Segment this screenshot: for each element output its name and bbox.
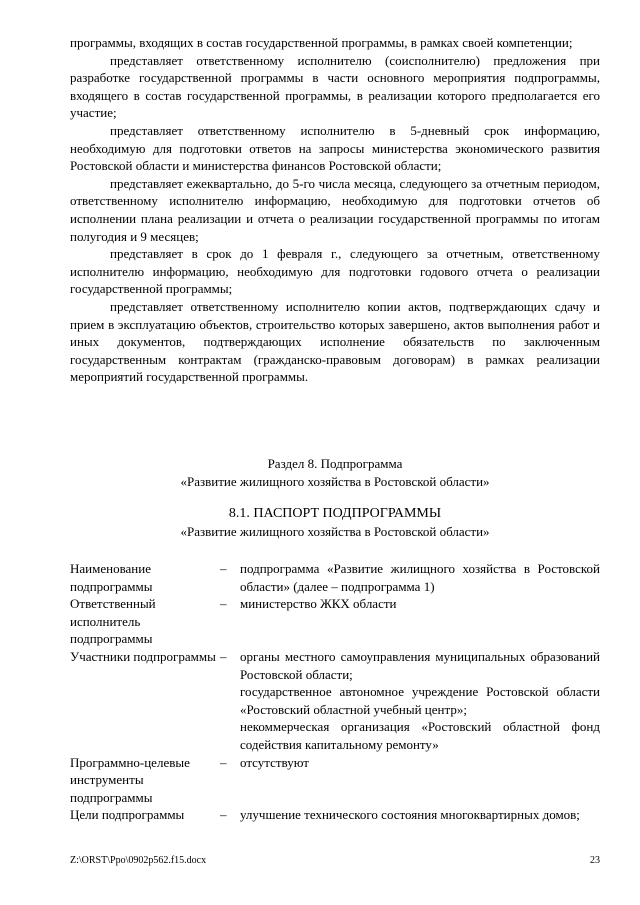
paragraph: программы, входящих в состав государственной программы, в рамках своей компетенции; [70, 35, 573, 50]
passport-value-line: органы местного самоуправления муниципальных образований Ростовской области; [240, 648, 600, 682]
passport-row [70, 560, 600, 595]
paragraph: представляет ответственному исполнителю копии актов, подтверждающих сдачу и прием в эксплуатацию объектов, строительство которых завершено, актов выполнения работ и иных документов, подтверждающих исполнение обязательств по заключенным государственным контрактам (гражданско-правовым договорам) в рамках реализации мероприятий государственной программы. [70, 298, 600, 385]
body-text [70, 34, 600, 386]
passport-dash: – [220, 807, 227, 823]
passport-value-line: подпрограмма «Развитие жилищного хозяйства в Ростовской области» (далее – подпрограмма 1) [240, 561, 600, 594]
passport-label: Цели подпрограммы [70, 807, 185, 823]
section-title-line2: «Развитие жилищного хозяйства в Ростовской области» [180, 473, 490, 489]
passport-value [240, 754, 600, 772]
passport-label: Ответственный исполнитель подпрограммы [70, 596, 156, 647]
footer-file-path: Z:\ORST\Ppo\0902p562.f15.docx [70, 855, 207, 866]
passport-row [70, 806, 600, 824]
passport-value-line: министерство ЖКХ области [240, 596, 397, 612]
passport-value-line: отсутствуют [240, 754, 309, 770]
paragraph: представляет в срок до 1 февраля г., следующего за отчетным, ответственному исполнителю информацию, необходимую для подготовки годового отчета о реализации государственной программы; [70, 246, 600, 297]
passport-value [240, 595, 600, 613]
passport-dash: – [220, 561, 227, 576]
passport-title: 8.1. ПАСПОРТ ПОДПРОГРАММЫ [228, 506, 442, 521]
passport-dash: – [220, 648, 227, 664]
passport-subtitle: «Развитие жилищного хозяйства в Ростовской области» [180, 523, 490, 539]
page-number: 23 [590, 855, 600, 866]
passport-value-line: государственное автономное учреждение Ростовской области «Ростовский областной учебный центр»; [240, 684, 600, 717]
passport-label: Программно-целевые инструменты подпрограммы [70, 754, 190, 805]
passport-heading [70, 505, 600, 540]
passport-row [70, 648, 600, 754]
section-title-line1: Раздел 8. Подпрограмма [267, 456, 403, 471]
passport-value [240, 648, 600, 754]
passport-row [70, 595, 600, 648]
paragraph: представляет ежеквартально, до 5-го числа месяца, следующего за отчетным периодом, ответственному исполнителю информацию, необходимую для подготовки отчетов об исполнении плана реализации и отчета о реализации государственной программы по итогам полугодия и 9 месяцев; [70, 175, 600, 244]
passport-dash: – [220, 754, 227, 770]
passport-row [70, 754, 600, 807]
passport-value-line: некоммерческая организация «Ростовский областной фонд содействия капитальному ремонту» [240, 719, 600, 752]
passport-value [240, 560, 600, 595]
passport-label: Наименование подпрограммы [70, 561, 153, 594]
page-footer [70, 855, 600, 866]
passport-table [70, 560, 600, 824]
section-heading [70, 455, 600, 490]
passport-value-line: улучшение технического состояния многоквартирных домов; [240, 807, 580, 823]
paragraph: представляет ответственному исполнителю (соисполнителю) предложения при разработке государственной программы в части основного мероприятия подпрограммы, входящего в состав государственной программы, в реализации которого предполагается его участие; [70, 52, 600, 121]
passport-value [240, 806, 600, 824]
passport-dash: – [220, 596, 227, 612]
paragraph: представляет ответственному исполнителю в 5-дневный срок информацию, необходимую для подготовки ответов на запросы министерства экономического развития Ростовской области и министерства финансов Ростовской области; [70, 122, 600, 174]
passport-label: Участники подпрограммы [70, 648, 216, 664]
